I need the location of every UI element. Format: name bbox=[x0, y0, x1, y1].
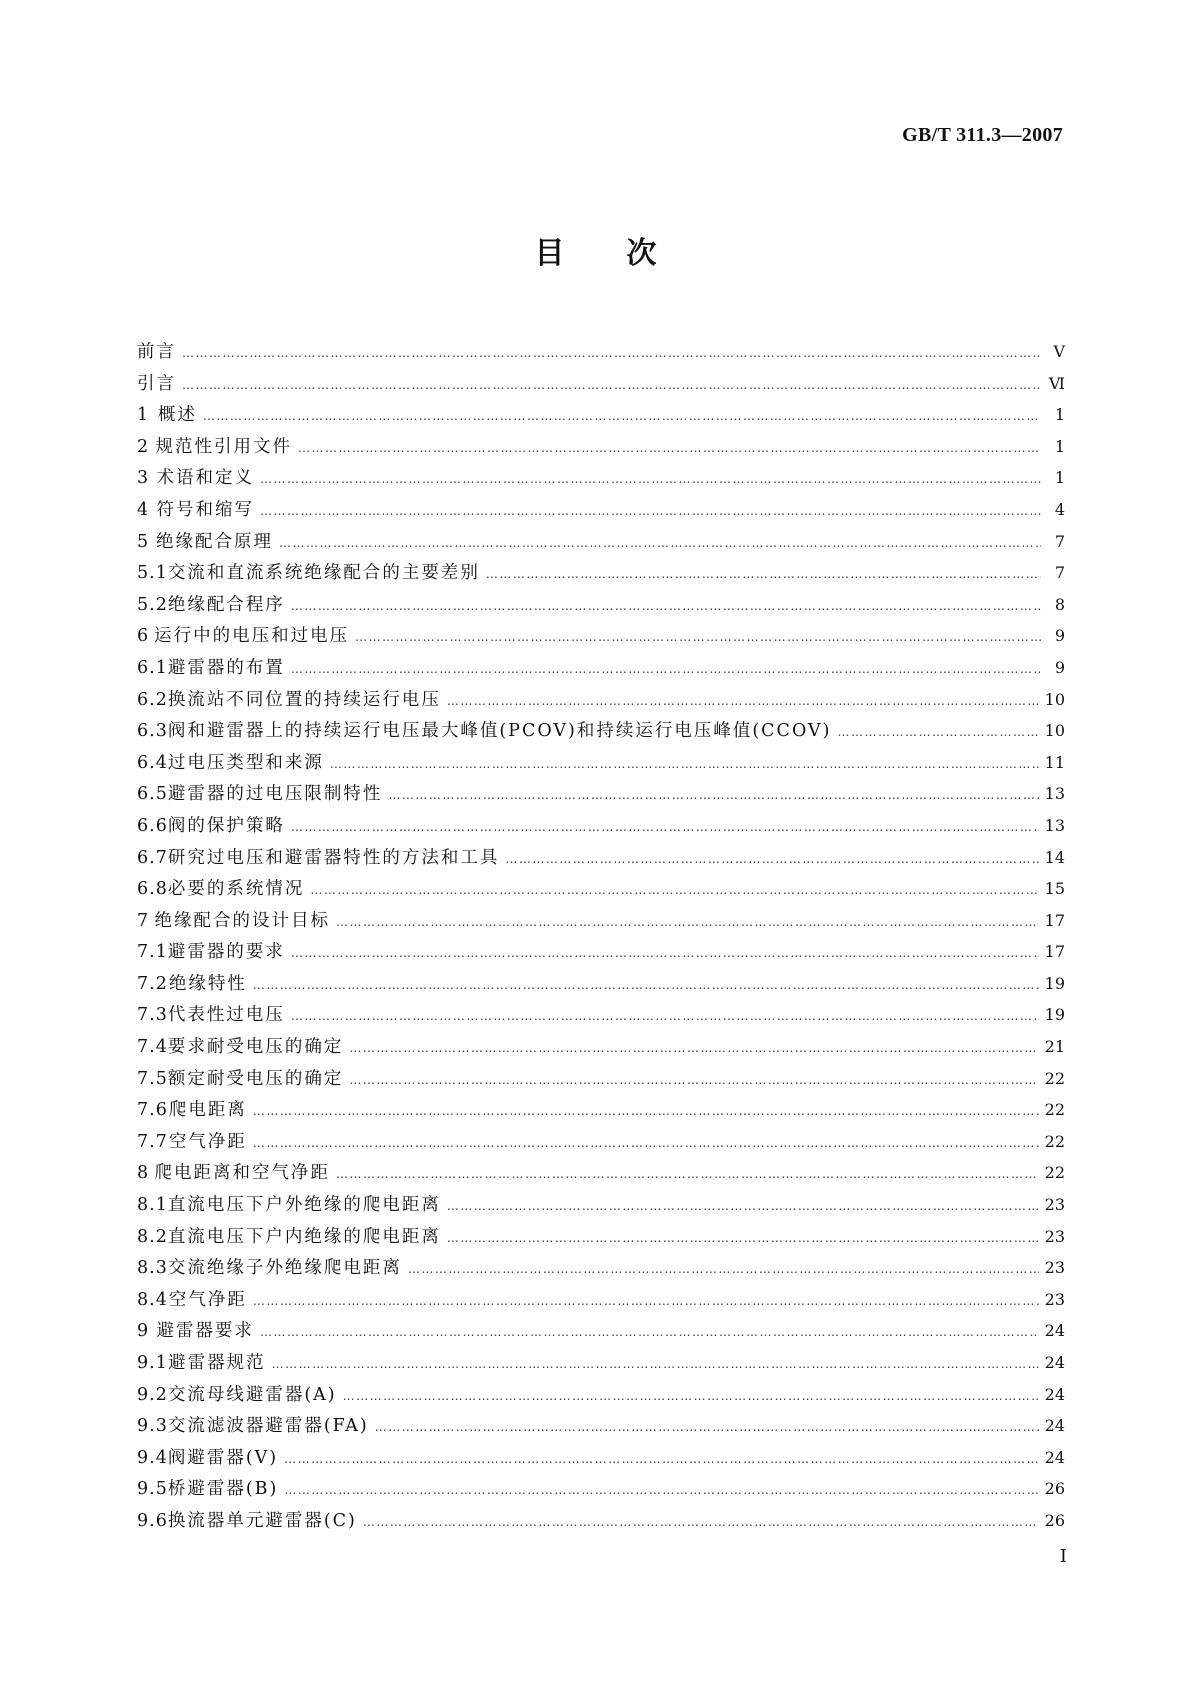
toc-entry[interactable] bbox=[137, 1252, 1065, 1284]
toc-entry-label: 规范性引用文件 bbox=[155, 436, 293, 457]
toc-entry[interactable] bbox=[137, 1315, 1065, 1347]
toc-leader-dots bbox=[291, 812, 1039, 844]
toc-entry-page: 24 bbox=[1044, 1353, 1065, 1372]
toc-entry-label: 避雷器的布置 bbox=[167, 657, 285, 678]
toc-entry-page: 9 bbox=[1054, 657, 1065, 677]
toc-entry-label: 过电压类型和来源 bbox=[167, 752, 324, 773]
toc-leader-dots bbox=[291, 591, 1041, 623]
toc-entry-label: 必要的系统情况 bbox=[167, 879, 305, 900]
toc-leader-dots bbox=[284, 1475, 1038, 1507]
toc-entry-number: 8.2 bbox=[137, 1226, 168, 1247]
toc-entry[interactable] bbox=[137, 557, 1065, 589]
toc-entry-number: 1 bbox=[137, 405, 150, 426]
toc-leader-dots bbox=[447, 1191, 1039, 1223]
toc-entry-number: 6.4 bbox=[137, 752, 168, 773]
toc-entry-number: 6 bbox=[137, 626, 150, 647]
toc-entry-label: 交流和直流系统绝缘配合的主要差别 bbox=[167, 563, 480, 584]
toc-leader-dots bbox=[837, 717, 1038, 749]
toc-leader-dots bbox=[505, 844, 1038, 876]
toc-entry[interactable] bbox=[137, 936, 1065, 968]
toc-entry-page: 7 bbox=[1054, 531, 1065, 551]
toc-entry-page: 10 bbox=[1044, 689, 1065, 709]
toc-entry-page: 4 bbox=[1054, 499, 1065, 519]
toc-leader-dots bbox=[408, 1254, 1039, 1286]
toc-entry-label: 绝缘配合的设计目标 bbox=[154, 910, 331, 931]
toc-entry-label: 引言 bbox=[137, 373, 176, 394]
toc-leader-dots bbox=[336, 1159, 1039, 1191]
toc-entry[interactable] bbox=[137, 1379, 1065, 1411]
toc-entry-page: 14 bbox=[1044, 847, 1065, 867]
toc-leader-dots bbox=[363, 1507, 1039, 1539]
toc-entry-label: 爬电距离 bbox=[168, 1100, 247, 1121]
toc-entry-page: 1 bbox=[1054, 468, 1065, 488]
toc-entry[interactable] bbox=[137, 968, 1065, 1000]
toc-entry-number: 9.6 bbox=[137, 1510, 168, 1531]
toc-entry[interactable] bbox=[137, 526, 1065, 558]
toc-entry-label: 符号和缩写 bbox=[156, 499, 254, 520]
toc-entry[interactable] bbox=[137, 684, 1065, 716]
toc-entry[interactable] bbox=[137, 462, 1065, 494]
toc-entry-page: 7 bbox=[1054, 563, 1065, 583]
toc-entry-number: 7 bbox=[137, 910, 150, 931]
toc-entry-number: 6.3 bbox=[137, 721, 168, 742]
toc-entry-label: 运行中的电压和过电压 bbox=[154, 626, 350, 647]
toc-entry-number: 7.3 bbox=[137, 1005, 168, 1026]
toc-entry[interactable] bbox=[137, 431, 1065, 463]
toc-entry-page: 24 bbox=[1044, 1416, 1065, 1436]
toc-entry-label: 避雷器的过电压限制特性 bbox=[167, 784, 383, 805]
toc-entry-label: 额定耐受电压的确定 bbox=[167, 1068, 344, 1089]
toc-entry-label: 换流站不同位置的持续运行电压 bbox=[167, 689, 441, 710]
toc-leader-dots bbox=[182, 338, 1041, 370]
toc-entry-number: 6.7 bbox=[137, 847, 168, 868]
toc-entry-page: 11 bbox=[1044, 752, 1065, 772]
toc-entry-number: 9.2 bbox=[137, 1384, 168, 1405]
toc-leader-dots bbox=[486, 559, 1041, 591]
toc-entry-label: 阀的保护策略 bbox=[167, 815, 285, 836]
toc-entry-number: 2 bbox=[137, 436, 150, 457]
toc-leader-dots bbox=[253, 1128, 1039, 1160]
toc-leader-dots bbox=[253, 970, 1039, 1002]
toc-entry[interactable] bbox=[137, 1063, 1065, 1095]
toc-entry-page: 24 bbox=[1044, 1447, 1065, 1467]
toc-entry-label: 避雷器的要求 bbox=[167, 942, 285, 963]
toc-entry-label: 绝缘特性 bbox=[168, 973, 247, 994]
toc-entry-page: 19 bbox=[1044, 1005, 1065, 1025]
toc-leader-dots bbox=[447, 686, 1039, 718]
toc-entry-number: 6.2 bbox=[137, 689, 168, 710]
toc-entry-number: 7.2 bbox=[137, 973, 168, 994]
toc-entry-label: 阀避雷器(V) bbox=[167, 1447, 279, 1468]
toc-entry-number: 8.3 bbox=[137, 1258, 168, 1279]
toc-entry-page: 24 bbox=[1044, 1384, 1065, 1404]
toc-entry-page: 23 bbox=[1044, 1258, 1065, 1278]
toc-entry-label: 换流器单元避雷器(C) bbox=[167, 1510, 357, 1531]
toc-entry-number: 9.3 bbox=[137, 1416, 168, 1437]
toc-entry-label: 爬电距离和空气净距 bbox=[154, 1163, 331, 1184]
toc-entry-number: 8 bbox=[137, 1163, 150, 1184]
toc-entry-number: 7.5 bbox=[137, 1068, 168, 1089]
table-of-contents bbox=[137, 336, 1065, 1537]
toc-entry-page: 26 bbox=[1044, 1510, 1065, 1530]
toc-entry-number: 9.4 bbox=[137, 1447, 168, 1468]
toc-entry-label: 交流滤波器避雷器(FA) bbox=[167, 1416, 369, 1437]
toc-entry-number: 5.2 bbox=[137, 594, 168, 615]
toc-entry[interactable] bbox=[137, 999, 1065, 1031]
toc-entry-number: 4 bbox=[137, 499, 150, 520]
toc-entry[interactable] bbox=[137, 842, 1065, 874]
toc-entry-label: 代表性过电压 bbox=[167, 1005, 285, 1026]
toc-entry[interactable] bbox=[137, 778, 1065, 810]
toc-entry-page: 17 bbox=[1044, 910, 1065, 930]
toc-leader-dots bbox=[253, 1286, 1039, 1318]
toc-entry-page: 10 bbox=[1044, 721, 1065, 741]
toc-entry-page: 8 bbox=[1054, 594, 1065, 614]
toc-leader-dots bbox=[343, 1381, 1039, 1413]
toc-entry-label: 交流母线避雷器(A) bbox=[167, 1384, 337, 1405]
toc-entry-page: 22 bbox=[1044, 1068, 1065, 1088]
toc-entry-number: 5 bbox=[137, 531, 150, 552]
toc-entry-number: 9 bbox=[137, 1321, 150, 1342]
toc-entry-page: 23 bbox=[1044, 1195, 1065, 1215]
toc-leader-dots bbox=[279, 528, 1041, 560]
toc-entry[interactable] bbox=[137, 1157, 1065, 1189]
toc-entry-page: 22 bbox=[1044, 1163, 1065, 1183]
toc-entry-number: 3 bbox=[137, 468, 150, 489]
toc-entry[interactable] bbox=[137, 1221, 1065, 1253]
toc-entry-number: 8.4 bbox=[137, 1289, 168, 1310]
toc-leader-dots bbox=[260, 1317, 1039, 1349]
toc-entry-page: 13 bbox=[1044, 784, 1065, 804]
toc-leader-dots bbox=[260, 464, 1041, 496]
toc-leader-dots bbox=[291, 938, 1039, 970]
toc-leader-dots bbox=[291, 1001, 1039, 1033]
toc-leader-dots bbox=[447, 1223, 1039, 1255]
toc-entry-label: 空气净距 bbox=[168, 1289, 247, 1310]
toc-leader-dots bbox=[272, 1349, 1039, 1381]
toc-entry-page: 26 bbox=[1044, 1479, 1065, 1499]
toc-leader-dots bbox=[182, 370, 1041, 402]
toc-entry[interactable] bbox=[137, 873, 1065, 905]
toc-entry-label: 交流绝缘子外绝缘爬电距离 bbox=[167, 1258, 402, 1279]
toc-entry[interactable] bbox=[137, 1473, 1065, 1505]
toc-entry-page: Ⅴ bbox=[1053, 342, 1065, 361]
toc-entry-number: 8.1 bbox=[137, 1195, 168, 1216]
toc-entry-number: 6.5 bbox=[137, 784, 168, 805]
toc-entry-page: 9 bbox=[1054, 626, 1065, 646]
toc-entry-page: 22 bbox=[1044, 1131, 1065, 1151]
toc-entry-page: 19 bbox=[1044, 973, 1065, 993]
toc-title-left: 目 bbox=[534, 236, 565, 271]
toc-entry-page: 24 bbox=[1044, 1321, 1065, 1341]
toc-entry[interactable] bbox=[137, 1031, 1065, 1063]
toc-entry[interactable] bbox=[137, 810, 1065, 842]
toc-entry-page: 17 bbox=[1044, 942, 1065, 962]
toc-entry[interactable] bbox=[137, 747, 1065, 779]
toc-entry-label: 桥避雷器(B) bbox=[167, 1479, 279, 1500]
toc-entry-label: 要求耐受电压的确定 bbox=[167, 1037, 344, 1058]
toc-entry-label: 避雷器规范 bbox=[168, 1353, 266, 1373]
toc-entry[interactable] bbox=[137, 589, 1065, 621]
toc-leader-dots bbox=[291, 654, 1041, 686]
toc-entry-page: 23 bbox=[1044, 1289, 1065, 1309]
toc-entry-number: 9.5 bbox=[137, 1479, 168, 1500]
toc-entry-page: 1 bbox=[1054, 405, 1065, 425]
toc-leader-dots bbox=[310, 875, 1038, 907]
toc-leader-dots bbox=[260, 496, 1041, 528]
toc-entry-label: 概述 bbox=[157, 405, 197, 426]
toc-entry[interactable] bbox=[137, 1347, 1065, 1379]
toc-entry[interactable] bbox=[137, 1284, 1065, 1316]
toc-leader-dots bbox=[330, 749, 1039, 781]
toc-entry-label: 绝缘配合程序 bbox=[167, 594, 285, 615]
toc-leader-dots bbox=[388, 780, 1038, 812]
toc-entry[interactable] bbox=[137, 368, 1065, 400]
toc-entry-label: 空气净距 bbox=[168, 1131, 247, 1152]
toc-leader-dots bbox=[349, 1033, 1038, 1065]
toc-entry-number: 6.8 bbox=[137, 879, 168, 900]
toc-leader-dots bbox=[355, 622, 1041, 654]
toc-entry[interactable] bbox=[137, 1442, 1065, 1474]
toc-entry-page: 22 bbox=[1044, 1100, 1065, 1120]
toc-entry-page: 21 bbox=[1044, 1037, 1065, 1057]
toc-entry-label: 研究过电压和避雷器特性的方法和工具 bbox=[167, 847, 500, 868]
toc-entry[interactable] bbox=[137, 905, 1065, 937]
toc-entry[interactable] bbox=[137, 399, 1065, 431]
toc-entry-label: 术语和定义 bbox=[156, 468, 254, 489]
toc-entry[interactable] bbox=[137, 1126, 1065, 1158]
toc-entry-page: 23 bbox=[1044, 1226, 1065, 1246]
toc-leader-dots bbox=[336, 907, 1039, 939]
toc-entry-label: 避雷器要求 bbox=[156, 1321, 254, 1342]
toc-entry-page: 13 bbox=[1044, 815, 1065, 835]
toc-leader-dots bbox=[349, 1065, 1038, 1097]
toc-entry-number: 6.6 bbox=[137, 815, 168, 836]
toc-title bbox=[0, 228, 1191, 272]
toc-entry-page: 15 bbox=[1044, 879, 1065, 899]
toc-entry[interactable] bbox=[137, 1189, 1065, 1221]
toc-leader-dots bbox=[203, 401, 1041, 433]
toc-entry-label: 阀和避雷器上的持续运行电压最大峰值(PCOV)和持续运行电压峰值(CCOV) bbox=[167, 721, 832, 742]
toc-entry-label: 绝缘配合原理 bbox=[156, 531, 274, 552]
toc-title-right: 次 bbox=[626, 236, 657, 271]
toc-entry-number: 7.6 bbox=[137, 1100, 168, 1121]
toc-entry[interactable] bbox=[137, 494, 1065, 526]
toc-leader-dots bbox=[253, 1096, 1039, 1128]
toc-entry[interactable] bbox=[137, 715, 1065, 747]
toc-leader-dots bbox=[298, 433, 1041, 465]
toc-entry[interactable] bbox=[137, 1505, 1065, 1537]
toc-entry-number: 7.1 bbox=[137, 942, 168, 963]
page-folio: Ⅰ bbox=[1059, 1546, 1067, 1566]
standard-code: GB/T 311.3—2007 bbox=[902, 124, 1063, 146]
toc-entry[interactable] bbox=[137, 1410, 1065, 1442]
toc-entry-label: 前言 bbox=[137, 342, 176, 362]
toc-leader-dots bbox=[375, 1412, 1039, 1444]
toc-entry-number: 7.4 bbox=[137, 1037, 168, 1058]
toc-entry-page: 1 bbox=[1054, 436, 1065, 456]
toc-entry[interactable] bbox=[137, 652, 1065, 684]
toc-leader-dots bbox=[284, 1444, 1039, 1476]
toc-entry-label: 直流电压下户内绝缘的爬电距离 bbox=[167, 1226, 441, 1247]
toc-entry[interactable] bbox=[137, 620, 1065, 652]
toc-entry-label: 直流电压下户外绝缘的爬电距离 bbox=[167, 1195, 441, 1216]
toc-entry[interactable] bbox=[137, 1094, 1065, 1126]
toc-entry[interactable] bbox=[137, 336, 1065, 368]
toc-entry-page: Ⅵ bbox=[1048, 373, 1065, 393]
toc-entry-number: 5.1 bbox=[137, 563, 168, 584]
toc-entry-number: 7.7 bbox=[137, 1131, 168, 1152]
toc-entry-number: 9.1 bbox=[137, 1353, 168, 1373]
toc-entry-number: 6.1 bbox=[137, 657, 168, 678]
